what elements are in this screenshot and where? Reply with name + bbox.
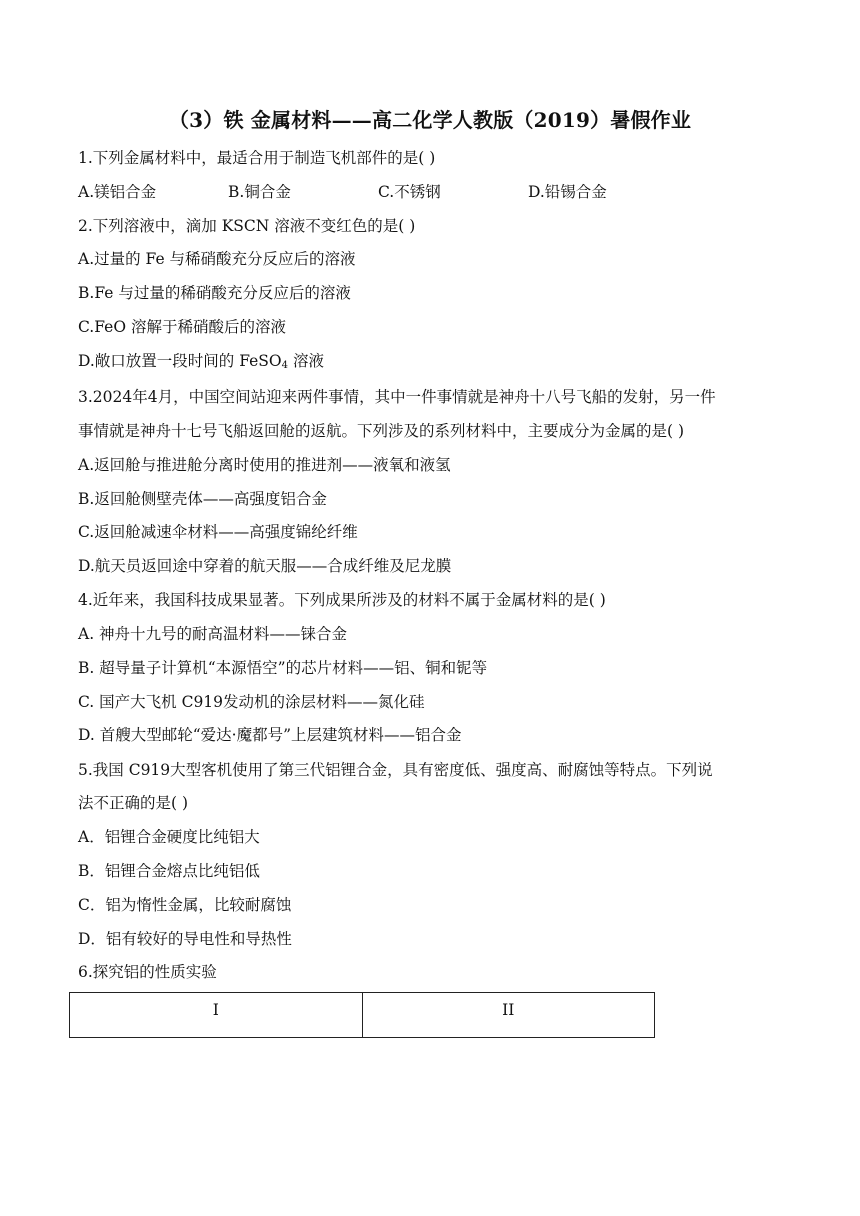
q3-stem-line2: 事情就是神舟十七号飞船返回舱的返航。下列涉及的系列材料中，主要成分为金属的是( ) bbox=[78, 422, 685, 440]
q4-option-a: A. 神舟十九号的耐高温材料——铼合金 bbox=[78, 625, 348, 643]
q5-stem-line2: 法不正确的是( ) bbox=[78, 794, 189, 812]
q1-option-c: C.不锈钢 bbox=[378, 183, 441, 201]
q1-options bbox=[78, 182, 778, 202]
q2-stem: 2.下列溶液中，滴加 KSCN 溶液不变红色的是( ) bbox=[78, 217, 416, 235]
table-header-2: II bbox=[362, 993, 655, 1038]
q4-option-b: B. 超导量子计算机“本源悟空”的芯片材料——铝、铜和铌等 bbox=[78, 659, 488, 677]
q3-option-b: B.返回舱侧壁壳体——高强度铝合金 bbox=[78, 490, 327, 508]
q5-option-b: B．铝锂合金熔点比纯铝低 bbox=[78, 862, 260, 880]
q4-stem: 4.近年来，我国科技成果显著。下列成果所涉及的材料不属于金属材料的是( ) bbox=[78, 591, 606, 609]
q1-option-b: B.铜合金 bbox=[228, 183, 291, 201]
q1-option-d: D.铅锡合金 bbox=[528, 183, 607, 201]
q2-option-b: B.Fe 与过量的稀硝酸充分反应后的溶液 bbox=[78, 284, 351, 302]
q3-option-a: A.返回舱与推进舱分离时使用的推进剂——液氧和液氢 bbox=[78, 456, 451, 474]
table-header-1: I bbox=[70, 993, 363, 1038]
q5-stem-line1: 5.我国 C919大型客机使用了第三代铝锂合金，具有密度低、强度高、耐腐蚀等特点。下列说 bbox=[78, 761, 713, 779]
q1-stem: 1.下列金属材料中，最适合用于制造飞机部件的是( ) bbox=[78, 149, 436, 167]
q5-option-c: C．铝为惰性金属，比较耐腐蚀 bbox=[78, 896, 292, 914]
experiment-table bbox=[69, 992, 655, 1038]
q2-option-a: A.过量的 Fe 与稀硝酸充分反应后的溶液 bbox=[78, 250, 356, 268]
q1-option-a: A.镁铝合金 bbox=[78, 183, 157, 201]
q2-option-d-text: D.敞口放置一段时间的 FeSO bbox=[78, 352, 282, 370]
table-row bbox=[70, 993, 655, 1038]
q2-option-c: C.FeO 溶解于稀硝酸后的溶液 bbox=[78, 318, 286, 336]
q5-option-a: A．铝锂合金硬度比纯铝大 bbox=[78, 828, 260, 846]
q2-option-d bbox=[78, 351, 324, 376]
q3-stem-line1: 3.2024年4月，中国空间站迎来两件事情，其中一件事情就是神舟十八号飞船的发射，另一件 bbox=[78, 388, 716, 406]
q4-option-d: D. 首艘大型邮轮“爱达·魔都号”上层建筑材料——铝合金 bbox=[78, 726, 462, 744]
q6-stem: 6.探究铝的性质实验 bbox=[78, 963, 217, 981]
q3-option-c: C.返回舱减速伞材料——高强度锦纶纤维 bbox=[78, 523, 358, 541]
q2-option-d-subscript: 4 bbox=[281, 360, 289, 371]
q3-option-d: D.航天员返回途中穿着的航天服——合成纤维及尼龙膜 bbox=[78, 557, 452, 575]
document-title: （3）铁 金属材料——高二化学人教版（2019）暑假作业 bbox=[168, 108, 692, 132]
q4-option-c: C. 国产大飞机 C919发动机的涂层材料——氮化硅 bbox=[78, 693, 425, 711]
q5-option-d: D．铝有较好的导电性和导热性 bbox=[78, 930, 292, 948]
q2-option-d-suffix: 溶液 bbox=[288, 352, 324, 370]
